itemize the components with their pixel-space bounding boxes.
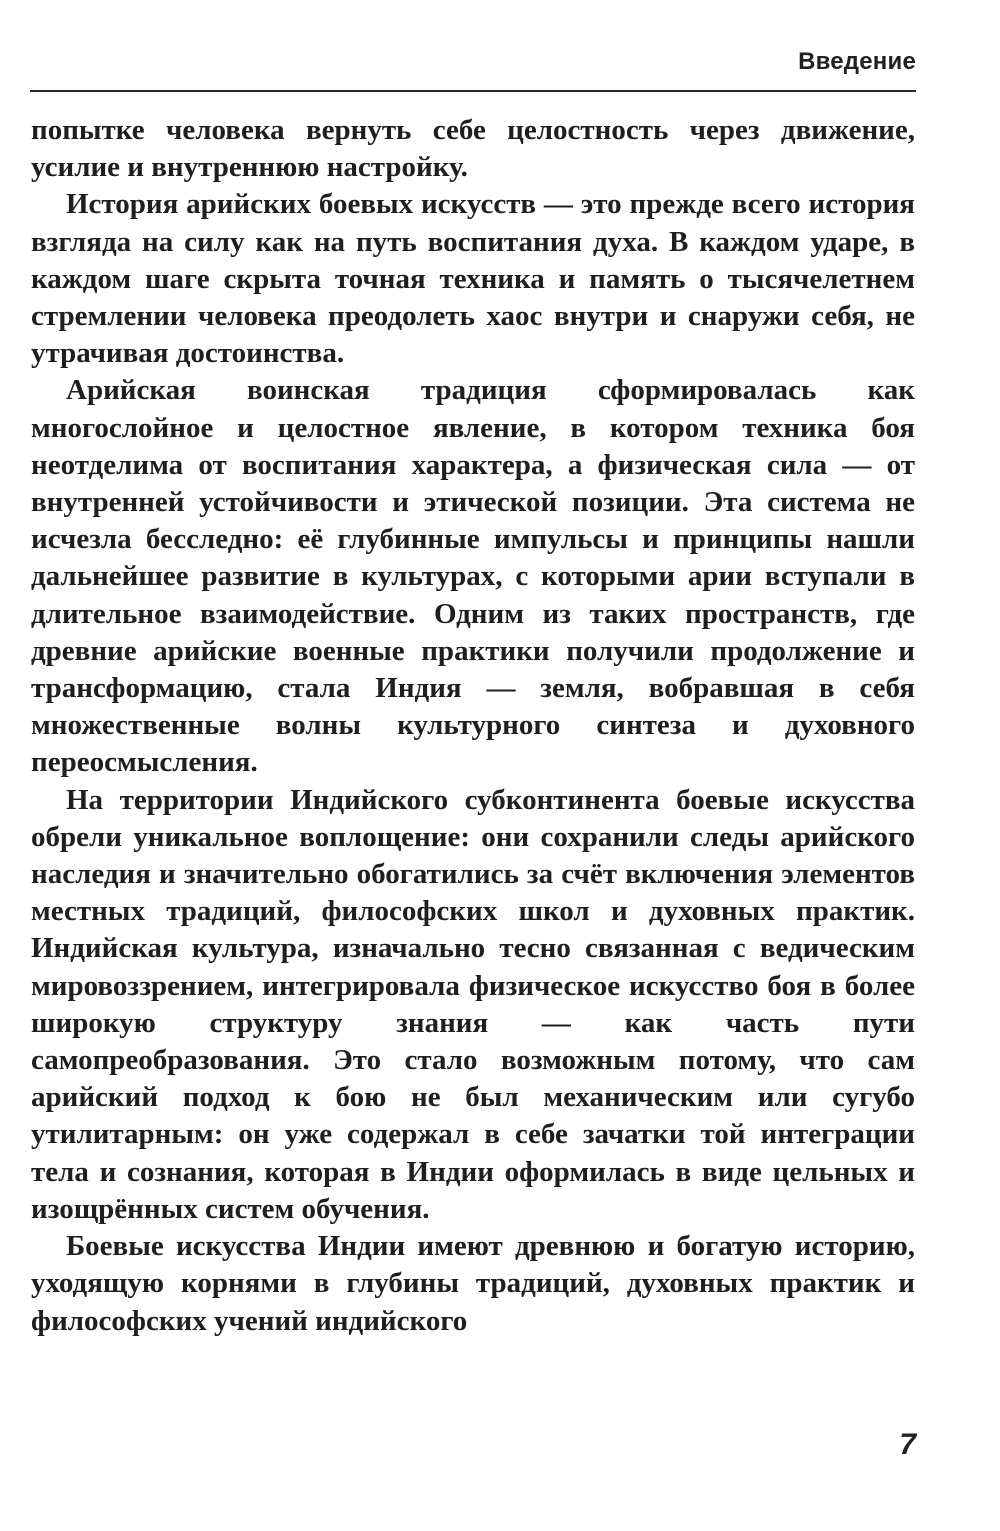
page-number: 7 <box>899 1428 916 1461</box>
paragraph: Арийская воинская традиция сформировалась как многослойное и целостное явление, в котором техника боя неотделима от воспитания характера, а физическая сила — от внутренней устойчивости и этической позиции. Эта система не исчезла бесследно: её глубинные импульсы и принципы нашли дальнейшее развитие в культурах, с которыми арии вступали в длительное взаимодействие. Одним из таких пространств, где древние арийские военные практики получили продолжение и трансформацию, стала Индия — земля, вобравшая в себя множественные волны культурного синтеза и духовного переосмысления. <box>31 374 915 779</box>
paragraph: Боевые искусства Индии имеют древнюю и богатую историю, уходящую корнями в глубины традиций, духовных практик и философских учений индийского <box>31 1230 915 1337</box>
page-body <box>31 112 915 1340</box>
section-title: Введение <box>798 48 916 75</box>
paragraph: История арийских боевых искусств — это прежде всего история взгляда на силу как на путь воспитания духа. В каждом ударе, в каждом шаге скрыта точная техника и память о тысячелетнем стремлении человека преодолеть хаос внутри и снаружи себя, не утрачивая достоинства. <box>31 188 915 370</box>
running-header <box>30 44 916 92</box>
paragraph-continuation: попытке человека вернуть себе целостность через движение, усилие и внутреннюю настройку. <box>31 114 915 184</box>
paragraph: На территории Индийского субконтинента боевые искусства обрели уникальное воплощение: они сохранили следы арийского наследия и значительно обогатились за счёт включения элементов местных традиций, философских школ и духовных практик. Индийская культура, изначально тесно связанная с ведическим мировоззрением, интегрировала физическое искусство боя в более широкую структуру знания — как часть пути самопреобразования. Это стало возможным потому, что сам арийский подход к бою не был механическим или сугубо утилитарным: он уже содержал в себе зачатки той интеграции тела и сознания, которая в Индии оформилась в виде цельных и изощрённых систем обучения. <box>31 783 915 1225</box>
